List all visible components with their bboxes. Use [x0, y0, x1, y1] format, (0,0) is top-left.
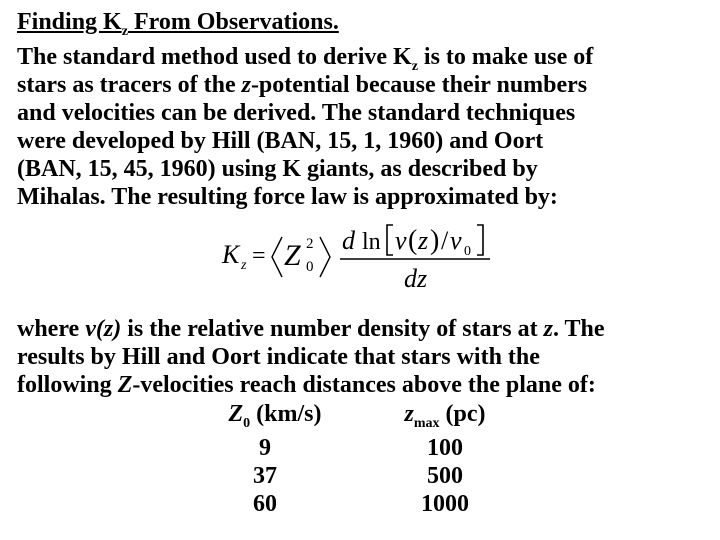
intro-line-6: Mihalas. The resulting force law is approximated by: [17, 184, 558, 210]
intro-line-3: and velocities can be derived. The standard techniques [17, 100, 576, 126]
svg-text:(: ( [408, 225, 418, 256]
table-row [190, 490, 520, 518]
velocity-distance-table [190, 400, 520, 518]
eq-equals: = [252, 243, 266, 269]
eq-k-sub: z [241, 258, 247, 273]
result-line-3: following Z-velocities reach distances above the plane of: [17, 372, 596, 398]
svg-text:): ) [430, 225, 440, 256]
left-angle-bracket [272, 237, 282, 277]
eq-z-sub: 0 [306, 259, 314, 275]
title-text-end: From Observations. [127, 9, 339, 35]
title-text: Finding K [17, 9, 122, 35]
right-angle-bracket [320, 237, 330, 277]
eq-d: d [342, 226, 355, 255]
table-row [190, 434, 520, 462]
eq-nu0-sub: 0 [464, 244, 471, 259]
intro-line-1: The standard method used to derive $K_z$ is to make use of [17, 44, 594, 74]
title-subscript: z [121, 23, 128, 39]
cell-zmax: 500 [427, 463, 463, 489]
slide-title [17, 8, 339, 37]
header-zmax: $z_{max}$ (pc) [404, 401, 486, 431]
eq-nu: ν [395, 226, 407, 255]
cell-zmax: 1000 [421, 491, 469, 517]
eq-k: K [222, 240, 240, 269]
right-square-bracket [477, 225, 483, 255]
table-header-row [190, 400, 520, 431]
eq-slash: / [441, 226, 449, 255]
header-z0: $Z_0$ (km/s) [228, 401, 322, 431]
result-line-1: where ν(z) is the relative number density of stars at z. The [17, 316, 605, 342]
left-square-bracket [387, 225, 393, 255]
eq-nu0: ν [450, 226, 462, 255]
result-line-2: results by Hill and Oort indicate that stars with the [17, 344, 540, 370]
cell-z0: 60 [253, 491, 277, 517]
intro-line-5: (BAN, 15, 45, 1960) using K giants, as described by [17, 156, 538, 182]
force-law-equation [220, 213, 510, 293]
eq-ln: ln [362, 229, 381, 255]
result-paragraph [17, 315, 717, 399]
intro-line-4: were developed by Hill (BAN, 15, 1, 1960) and Oort [17, 128, 544, 154]
intro-line-2: stars as tracers of the z-potential because their numbers [17, 72, 588, 98]
eq-dz: dz [404, 264, 428, 293]
table-row [190, 462, 520, 490]
intro-paragraph [17, 43, 717, 211]
equation-svg [220, 213, 510, 293]
cell-z0: 37 [253, 463, 277, 489]
cell-z0: 9 [259, 435, 271, 461]
eq-z-sup: 2 [306, 236, 314, 252]
eq-z-var: z [418, 226, 429, 255]
eq-z: Z [284, 239, 301, 272]
cell-zmax: 100 [427, 435, 463, 461]
